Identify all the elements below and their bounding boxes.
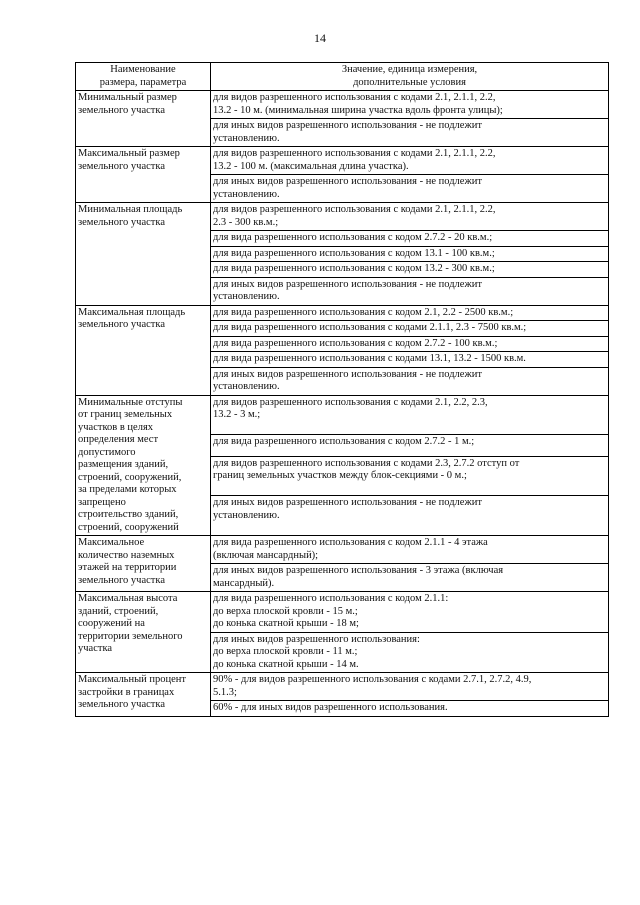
parameter-name-line: допустимого: [78, 446, 136, 458]
parameter-value-line: 60% - для иных видов разрешенного использования.: [213, 702, 448, 713]
parameter-name-line: за пределами которых: [78, 484, 177, 495]
parameter-value-cell: [211, 321, 609, 337]
parameter-value-cell: [211, 367, 609, 395]
parameter-value-cell: [211, 701, 609, 717]
parameter-value-line: до конька скатной крыши - 14 м.: [213, 658, 359, 670]
parameter-value-line: для вида разрешенного использования с кодом 2.1.1:: [213, 593, 449, 604]
parameter-value-line: установлению.: [213, 381, 280, 392]
parameter-value-line: для вида разрешенного использования с кодами 13.1, 13.2 - 1500 кв.м.: [213, 353, 526, 364]
parameter-value-line: для иных видов разрешенного использования - не подлежит: [213, 176, 482, 187]
table-row: [76, 91, 609, 119]
parameter-name-line: Максимальный процент: [78, 674, 186, 685]
parameter-value-cell: [211, 147, 609, 175]
parameter-value-line: для видов разрешенного использования с кодами 2.3, 2.7.2 отступ от: [213, 457, 520, 469]
parameter-name-line: сооружений на: [78, 618, 145, 629]
parameter-value-line: 5.1.3;: [213, 686, 237, 698]
parameter-name-cell: [76, 592, 211, 673]
parameter-name-cell: [76, 536, 211, 592]
parameter-value-cell: [211, 435, 609, 457]
parameter-name-line: запрещено: [78, 496, 126, 508]
parameter-name-line: участков в целях: [78, 421, 154, 433]
parameter-name-line: земельного участка: [78, 574, 165, 586]
parameter-name-line: зданий, строений,: [78, 605, 159, 617]
parameter-name-cell: [76, 395, 211, 536]
parameter-name-line: застройки в границах: [78, 686, 175, 698]
parameter-value-cell: [211, 456, 609, 496]
parameter-value-cell: [211, 632, 609, 673]
parameter-value-line: для вида разрешенного использования с кодами 2.1.1, 2.3 - 7500 кв.м.;: [213, 322, 527, 333]
parameter-value-line: для вида разрешенного использования с кодом 2.7.2 - 20 кв.м.;: [213, 232, 493, 243]
parameter-value-line: до конька скатной крыши - 18 м;: [213, 618, 359, 629]
parameter-value-line: для вида разрешенного использования с кодом 2.7.2 - 1 м.;: [213, 436, 475, 448]
parameter-name-line: территории земельного: [78, 630, 183, 642]
parameter-name-cell: [76, 673, 211, 717]
parameter-value-line: границ земельных участков между блок-секциями - 0 м.;: [213, 470, 467, 482]
parameter-value-line: для иных видов разрешенного использования - не подлежит: [213, 497, 482, 509]
parameter-value-cell: [211, 673, 609, 701]
parameter-value-line: для иных видов разрешенного использования - не подлежит: [213, 120, 482, 131]
parameter-name-cell: [76, 147, 211, 203]
parameter-name-line: от границ земельных: [78, 409, 173, 420]
table-row: [76, 592, 609, 633]
parameter-name-line: этажей на территории: [78, 562, 177, 573]
table-row: [76, 305, 609, 321]
parameter-name-line: земельного участка: [78, 160, 165, 172]
table-header-row: [76, 63, 609, 91]
parameter-value-line: для иных видов разрешенного использования - не подлежит: [213, 278, 482, 290]
parameter-value-line: для иных видов разрешенного использования - не подлежит: [213, 368, 482, 380]
table-row: [76, 395, 609, 435]
parameter-value-line: установлению.: [213, 291, 280, 302]
parameter-name-line: земельного участка: [78, 699, 165, 710]
parameter-name-line: земельного участка: [78, 104, 165, 116]
parameter-value-cell: [211, 119, 609, 147]
parameters-table: [75, 62, 609, 717]
parameter-value-cell: [211, 203, 609, 231]
parameter-name-cell: [76, 203, 211, 306]
header-parameter-name: Наименование размера, параметра: [76, 63, 211, 91]
parameter-name-line: количество наземных: [78, 549, 175, 561]
parameter-value-line: для вида разрешенного использования с кодом 2.1.1 - 4 этажа: [213, 537, 488, 548]
parameter-value-line: для видов разрешенного использования с кодами 2.1, 2.1.1, 2.2,: [213, 204, 496, 215]
parameter-name-line: определения мест: [78, 434, 159, 445]
table-body: [76, 91, 609, 717]
parameter-name-line: Минимальные отступы: [78, 396, 183, 408]
header-parameter-value: Значение, единица измерения, дополнительные условия: [211, 63, 609, 91]
parameter-name-line: Минимальная площадь: [78, 204, 183, 215]
parameter-value-line: 13.2 - 10 м. (минимальная ширина участка вдоль фронта улицы);: [213, 104, 503, 116]
parameter-value-cell: [211, 592, 609, 633]
parameter-value-cell: [211, 277, 609, 305]
parameter-value-cell: [211, 496, 609, 536]
parameter-value-line: для видов разрешенного использования с кодами 2.1, 2.1.1, 2.2,: [213, 148, 496, 159]
table-row: [76, 147, 609, 175]
table-row: [76, 673, 609, 701]
parameter-value-cell: [211, 352, 609, 368]
parameter-value-line: 2.3 - 300 кв.м.;: [213, 216, 279, 228]
parameter-name-line: строений, сооружений: [78, 521, 179, 533]
parameter-name-line: Минимальный размер: [78, 92, 177, 103]
parameter-value-line: до верха плоской кровли - 15 м.;: [213, 605, 358, 617]
parameter-name-line: участка: [78, 643, 113, 654]
table-row: [76, 203, 609, 231]
parameter-name-line: Максимальное: [78, 537, 145, 548]
parameter-value-cell: [211, 564, 609, 592]
parameter-value-cell: [211, 246, 609, 262]
parameter-value-cell: [211, 231, 609, 247]
parameter-value-line: для видов разрешенного использования с кодами 2.1, 2.1.1, 2.2,: [213, 92, 496, 103]
parameter-name-line: Максимальная высота: [78, 593, 178, 604]
parameter-value-cell: [211, 336, 609, 352]
parameter-name-line: строительство зданий,: [78, 509, 179, 520]
parameter-name-line: земельного участка: [78, 319, 165, 330]
parameter-name-cell: [76, 305, 211, 395]
parameter-value-line: для иных видов разрешенного использования:: [213, 633, 420, 645]
parameter-value-line: до верха плоской кровли - 11 м.;: [213, 646, 358, 657]
parameter-name-line: Максимальный размер: [78, 148, 180, 159]
parameter-name-line: строений, сооружений,: [78, 471, 182, 483]
parameter-value-line: установлению.: [213, 132, 280, 144]
parameter-value-line: мансардный).: [213, 577, 275, 589]
parameter-value-cell: [211, 536, 609, 564]
table-row: [76, 536, 609, 564]
parameter-name-cell: [76, 91, 211, 147]
parameter-value-line: установлению.: [213, 188, 280, 200]
parameter-value-line: 13.2 - 3 м.;: [213, 409, 261, 420]
parameter-value-line: для вида разрешенного использования с кодом 2.1, 2.2 - 2500 кв.м.;: [213, 306, 514, 318]
parameter-name-line: Максимальная площадь: [78, 306, 186, 318]
parameter-value-line: 13.2 - 100 м. (максимальная длина участка).: [213, 160, 409, 172]
parameter-value-line: для видов разрешенного использования с кодами 2.1, 2.2, 2.3,: [213, 396, 488, 408]
parameter-name-line: размещения зданий,: [78, 459, 169, 470]
parameter-value-cell: [211, 305, 609, 321]
page-number: 14: [314, 31, 326, 45]
parameter-value-line: 90% - для видов разрешенного использования с кодами 2.7.1, 2.7.2, 4.9,: [213, 674, 532, 685]
parameter-value-cell: [211, 91, 609, 119]
parameter-value-line: установлению.: [213, 509, 280, 521]
parameter-value-cell: [211, 262, 609, 278]
parameter-value-line: для вида разрешенного использования с кодом 13.1 - 100 кв.м.;: [213, 247, 495, 259]
parameter-name-line: земельного участка: [78, 216, 165, 228]
parameter-value-line: для иных видов разрешенного использования - 3 этажа (включая: [213, 565, 504, 576]
parameter-value-line: для вида разрешенного использования с кодом 13.2 - 300 кв.м.;: [213, 263, 495, 274]
parameter-value-cell: [211, 175, 609, 203]
parameter-value-line: (включая мансардный);: [213, 549, 319, 561]
parameter-value-line: для вида разрешенного использования с кодом 2.7.2 - 100 кв.м.;: [213, 337, 498, 349]
parameter-value-cell: [211, 395, 609, 435]
